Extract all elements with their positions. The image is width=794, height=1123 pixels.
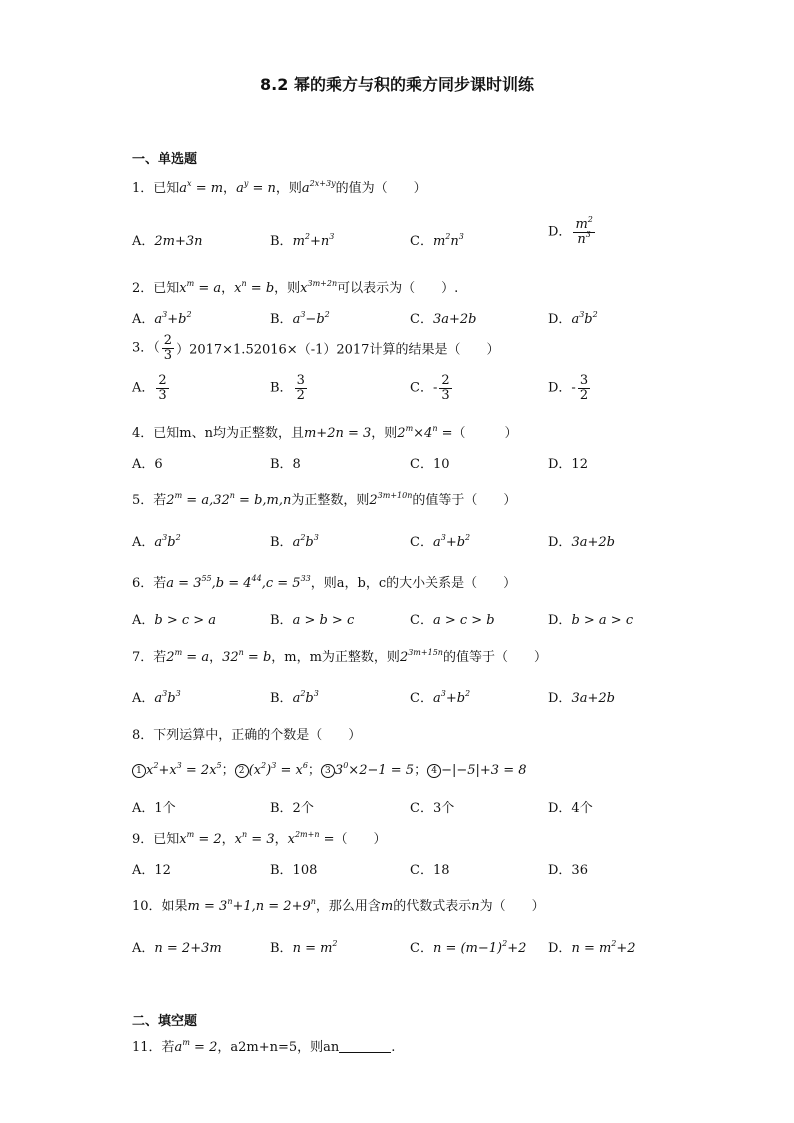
option-d[interactable]: D．$a^3b^2$ — [548, 310, 598, 327]
page-title: 8.2 幂的乘方与积的乘方同步课时训练 — [260, 75, 534, 94]
option-a[interactable]: A．$a^3b^2$ — [132, 533, 181, 550]
option-c[interactable]: C．10 — [410, 457, 450, 472]
option-a[interactable]: A．12 — [132, 863, 171, 878]
question-7: 7．若$2^m = a$，$32^n = b$，m，m为正整数，则$2^{3m+15n}$的值等于（ ） — [132, 648, 547, 665]
option-a[interactable]: A．$a^3b^3$ — [132, 689, 181, 706]
question-10-options — [132, 937, 692, 961]
option-a[interactable]: A．1个 — [132, 801, 176, 816]
question-4: 4．已知m、n均为正整数，且m+2n = 3，则$2^m\times 4^n$ =（ ） — [132, 424, 518, 441]
question-8-statements: 1 $x^2+x^3 = 2x^5$； 2 $(x^2)^3 = x^6$； 3 $3^0\times 2-1 = 5$； 4 −|−5|+3 = 8 — [132, 759, 527, 778]
question-11: 11．若$a^m = 2$，a2m+n=5，则an . — [132, 1038, 396, 1055]
question-3-options — [132, 373, 692, 403]
option-d[interactable]: D．3a+2b — [548, 691, 615, 706]
question-8: 8．下列运算中，正确的个数是（ ） — [132, 728, 362, 743]
option-c[interactable]: C．18 — [410, 863, 450, 878]
option-b[interactable]: B．108 — [270, 863, 318, 878]
question-8-options — [132, 797, 692, 821]
option-d[interactable]: D．$n = m^2+2$ — [548, 939, 636, 956]
option-b[interactable]: B．2个 — [270, 801, 314, 816]
option-a[interactable]: A． $\frac{2}{3}$ — [132, 373, 167, 403]
option-b[interactable]: B．$n = m^2$ — [270, 939, 338, 956]
question-9-options — [132, 859, 692, 883]
option-c[interactable]: C．$n = (m-1)^2+2$ — [410, 939, 527, 956]
question-3: 3．（ $\frac{2}{3}$ ）2017×1.52016×（-1）2017计算的结果是（ ） — [132, 333, 500, 363]
option-c[interactable]: C．$a^3+b^2$ — [410, 533, 471, 550]
question-1-options — [132, 215, 692, 254]
option-a[interactable]: A．n = 2+3m — [132, 941, 222, 956]
question-7-options — [132, 687, 692, 711]
option-c[interactable]: C．3a+2b — [410, 312, 477, 327]
question-6: 6．若$a = 3^{55},b = 4^{44},c = 5^{33}$，则a，b，c的大小关系是（ ） — [132, 574, 517, 591]
option-b[interactable]: B．$a^3-b^2$ — [270, 310, 330, 327]
section-single-choice: 一、单选题 — [132, 152, 198, 167]
question-10: 10．如果$m = 3^n+1,n = 2+9^n$，那么用含m的代数式表示n为（ ） — [132, 897, 545, 914]
option-a[interactable]: A．2m+3n — [132, 234, 203, 249]
option-b[interactable]: B．$a^2b^3$ — [270, 533, 319, 550]
question-6-options — [132, 609, 692, 633]
question-2: 2．已知$x^m = a$，$x^n = b$，则$x^{3m+2n}$可以表示为（ ）. — [132, 279, 459, 296]
option-c[interactable]: C．$a^3+b^2$ — [410, 689, 471, 706]
option-b[interactable]: B．a > b > c — [270, 613, 355, 628]
option-b[interactable]: B．$a^2b^3$ — [270, 689, 319, 706]
option-a[interactable]: A．b > c > a — [132, 613, 217, 628]
option-b[interactable]: B． $\frac{3}{2}$ — [270, 373, 305, 403]
question-4-options — [132, 453, 692, 477]
question-1: 1．已知$a^x = m$，$a^y = n$，则$a^{2x+3y}$的值为（ ） — [132, 179, 427, 196]
option-d[interactable]: D．12 — [548, 457, 588, 472]
option-a[interactable]: A．$a^3+b^2$ — [132, 310, 192, 327]
question-5: 5．若$2^m = a,32^n = b,m,n$为正整数，则$2^{3m+10n}$的值等于（ ） — [132, 491, 517, 508]
question-9: 9．已知$x^m = 2$，$x^n = 3$，$x^{2m+n}$ =（ ） — [132, 830, 387, 847]
answer-blank[interactable] — [339, 1040, 391, 1053]
option-d[interactable]: D．- $\frac{3}{2}$ — [548, 373, 589, 403]
question-5-options — [132, 531, 692, 555]
section-fill-blank: 二、填空题 — [132, 1014, 198, 1029]
option-c[interactable]: C．a > c > b — [410, 613, 495, 628]
option-d[interactable]: D．36 — [548, 863, 588, 878]
question-2-options — [132, 308, 692, 332]
option-a[interactable]: A．6 — [132, 457, 163, 472]
option-d[interactable]: D．b > a > c — [548, 613, 634, 628]
option-c[interactable]: C．- $\frac{2}{3}$ — [410, 373, 450, 403]
option-b[interactable]: B．$m^2+n^3$ — [270, 232, 335, 249]
option-b[interactable]: B．8 — [270, 457, 301, 472]
option-c[interactable]: C．$m^2n^3$ — [410, 232, 464, 249]
option-d[interactable]: D． $\frac{m^2}{n^3}$ — [548, 215, 593, 247]
option-d[interactable]: D．4个 — [548, 801, 593, 816]
option-c[interactable]: C．3个 — [410, 801, 455, 816]
option-d[interactable]: D．3a+2b — [548, 535, 615, 550]
